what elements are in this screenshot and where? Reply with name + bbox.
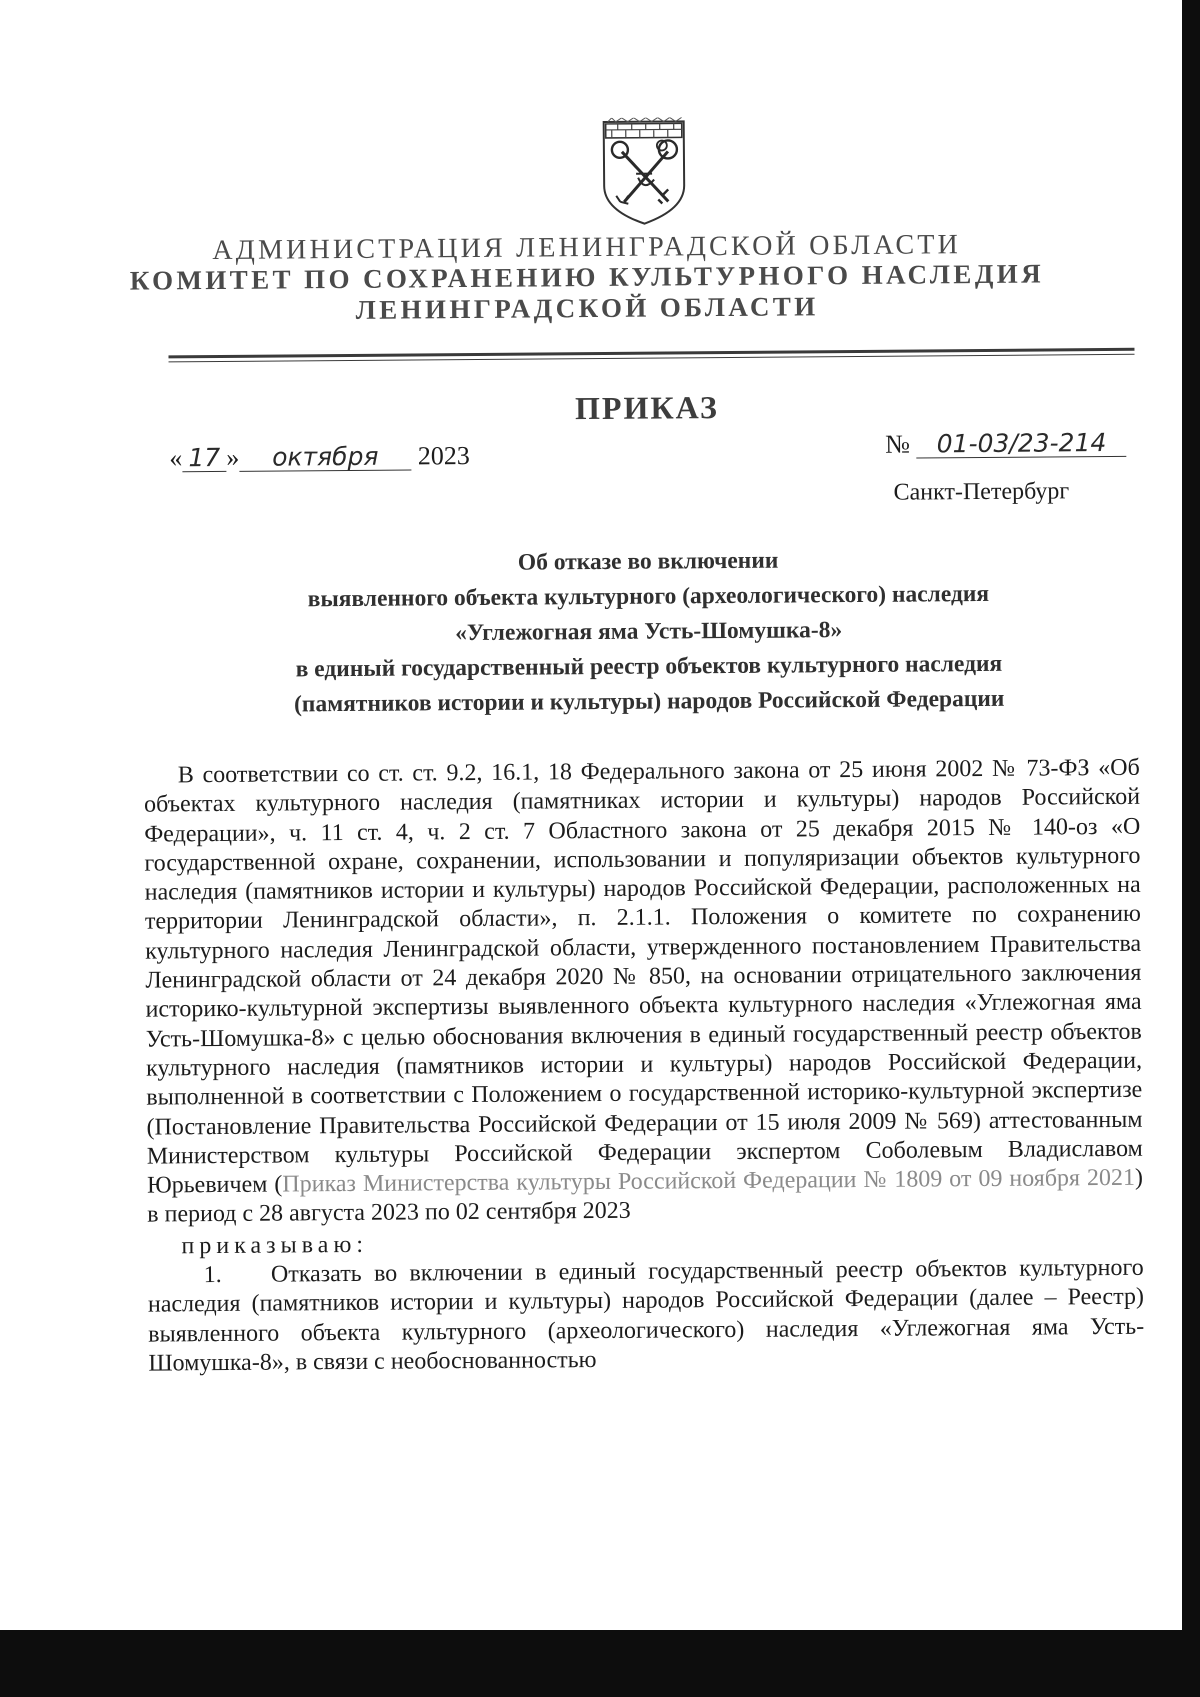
order-body xyxy=(144,754,1145,1379)
order-word: приказываю: xyxy=(181,1231,369,1260)
preamble-period: ) в период с 28 августа 2023 по 02 сентября 2023 xyxy=(147,1164,1144,1229)
preamble-paragraph xyxy=(144,754,1144,1231)
title-line: выявленного объекта культурного (археологического) наследия xyxy=(307,580,990,613)
item-text: Отказать во включении в единый государственный реестр объектов культурного наследия (памятников истории и культуры) народов Российской Федерации (далее – Реестр) выявленного объекта культурного (археологического) наследия «Углежогная яма Усть-Шомушка-8», в связи с необоснованностью xyxy=(147,1254,1145,1377)
date-open-quote: « xyxy=(169,443,183,473)
date-day-handwritten: 17 xyxy=(182,445,226,472)
title-line: Об отказе во включении xyxy=(517,547,779,576)
title-line: «Углежогная яма Усть-Шомушка-8» xyxy=(455,617,843,647)
order-title xyxy=(148,541,1149,724)
number-prefix: № xyxy=(885,429,911,459)
preamble-faint-reference: Приказ Министерства культуры Российской Федерации № 1809 от 09 ноября 2021 xyxy=(282,1164,1136,1198)
title-line: (памятников истории и культуры) народов Российской Федерации xyxy=(293,685,1005,718)
date-close-quote: » xyxy=(226,442,240,472)
order-item-1 xyxy=(148,1254,1145,1379)
order-date xyxy=(169,441,470,473)
date-month-handwritten: октября xyxy=(239,443,411,471)
scanner-edge-right xyxy=(1182,0,1200,1697)
title-line: в единый государственный реестр объектов культурного наследия xyxy=(295,650,1003,683)
header-line-region: ЛЕНИНГРАДСКОЙ ОБЛАСТИ xyxy=(355,291,819,325)
order-number xyxy=(885,428,1127,460)
coat-of-arms-emblem xyxy=(598,117,691,228)
preamble-text: В соответствии со ст. ст. 9.2, 16.1, 18 Федерального закона от 25 июня 2002 № 73-ФЗ «Об объектах культурного наследия (памятниках истории и культуры) народов Российской Федерации», ч. 11 ст. 4, ч. 2 ст. 7 Областного закона от 25 декабря 2015 № 140-оз «О государственной охране, сохранении, использовании и популяризации объектов культурного наследия (памятников истории и культуры) народов Российской Федерации, расположенных на территории Ленинградской области», п. 2.1.1. Положения о комитете по сохранению культурного наследия Ленинградской области, утвержденного постановлением Правительства Ленинградской области от 24 декабря 2020 № 850, на основании отрицательного заключения историко-культурной экспертизы выявленного объекта культурного наследия «Углежогная яма Усть-Шомушка-8» с целью обоснования включения в единый государственный реестр объектов культурного наследия (памятников истории и культуры) народов Российской Федерации, выполненной в соответствии с Положением о государственной историко-культурной экспертизе (Постановление Правительства Российской Федерации от 15 июля 2009 № 569) аттестованным Министерством культуры Российской Федерации экспертом Соболевым Владиславом Юрьевичем ( xyxy=(143,754,1143,1199)
city-name: Санкт-Петербург xyxy=(893,478,1070,506)
header-line-committee: КОМИТЕТ ПО СОХРАНЕНИЮ КУЛЬТУРНОГО НАСЛЕДИЯ xyxy=(129,258,1045,296)
number-value-handwritten: 01-03/23-214 xyxy=(916,430,1126,459)
date-year: 2023 xyxy=(417,441,470,471)
item-number: 1. xyxy=(203,1262,222,1289)
scanner-edge-bottom xyxy=(0,1630,1200,1697)
header-line-administration: АДМИНИСТРАЦИЯ ЛЕНИНГРАДСКОЙ ОБЛАСТИ xyxy=(212,229,962,267)
document-type-heading: ПРИКАЗ xyxy=(574,389,719,427)
